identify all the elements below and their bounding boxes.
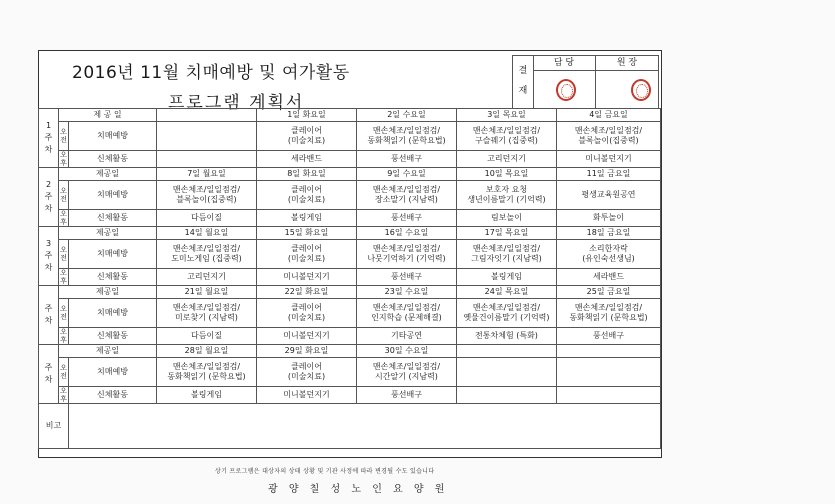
pm-program-label: 신체활동 bbox=[69, 151, 157, 168]
pm-activity-cell: 풍선배구 bbox=[357, 269, 457, 286]
week-label-char: 2 bbox=[45, 180, 52, 189]
week-label bbox=[39, 109, 59, 168]
table-row bbox=[39, 227, 661, 240]
day-header: 2일 수요일 bbox=[357, 109, 457, 122]
afternoon-char: 오 bbox=[60, 151, 67, 159]
am-activity-line: 동화책읽기 (문학요법) bbox=[367, 136, 446, 145]
day-header: 30일 수요일 bbox=[357, 345, 457, 358]
am-activity-line: (미술치료) bbox=[287, 313, 326, 322]
provided-day-label: 제공일 bbox=[59, 345, 157, 358]
am-activity-line: 맨손체조/일일점검/ bbox=[472, 126, 541, 135]
am-activity-line: 맨손체조/일일점검/ bbox=[372, 362, 441, 371]
morning-label bbox=[59, 358, 69, 387]
day-header: 25일 금요일 bbox=[557, 286, 661, 299]
day-header: 10일 목요일 bbox=[457, 168, 557, 181]
am-activity-line: 생년이름말기 (기억력) bbox=[467, 195, 546, 204]
week-label-char: 주 bbox=[44, 304, 53, 313]
am-activity-line: 옛물건이름말기 (기억력) bbox=[463, 313, 550, 322]
am-activity-cell bbox=[157, 122, 257, 151]
week-label-char: 1 bbox=[45, 121, 52, 130]
pm-activity-cell: 화투놀이 bbox=[557, 210, 661, 227]
am-activity-line: 나뭇기억하기 (기억력) bbox=[367, 254, 446, 263]
am-activity-line: 맨손체조/일일점검/ bbox=[172, 303, 241, 312]
am-activity-line: 평생교육원공연 bbox=[581, 190, 636, 199]
pm-activity-cell: 세라밴드 bbox=[557, 269, 661, 286]
pm-activity-cell: 미니볼던지기 bbox=[257, 269, 357, 286]
am-activity-line: 맨손체조/일일점검/ bbox=[172, 244, 241, 253]
am-activity-cell bbox=[257, 358, 357, 387]
seal-stamp-icon bbox=[631, 79, 651, 101]
program-table bbox=[38, 108, 661, 449]
week-label-char: 3 bbox=[45, 239, 52, 248]
morning-char: 오 bbox=[60, 187, 67, 195]
day-header: 3일 목요일 bbox=[457, 109, 557, 122]
table-row bbox=[39, 345, 661, 358]
afternoon-label bbox=[59, 210, 69, 227]
morning-label bbox=[59, 181, 69, 210]
am-activity-line: 맨손체조/일일점검/ bbox=[574, 126, 643, 135]
day-header: 17일 목요일 bbox=[457, 227, 557, 240]
morning-char: 오 bbox=[60, 305, 67, 313]
week-label-char: 주 bbox=[44, 192, 53, 201]
morning-char: 전 bbox=[60, 195, 67, 203]
morning-char: 전 bbox=[60, 372, 67, 380]
am-activity-line: 클레이어 bbox=[291, 303, 322, 312]
am-activity-cell bbox=[357, 181, 457, 210]
pm-activity-cell: 볼링게임 bbox=[457, 269, 557, 286]
am-activity-line: 구슬꿰기 (집중력) bbox=[475, 136, 538, 145]
am-activity-line: (유인숙선생님) bbox=[582, 254, 635, 263]
day-header: 21일 월요일 bbox=[157, 286, 257, 299]
pm-activity-cell: 볼링게임 bbox=[257, 210, 357, 227]
am-activity-line: 맨손체조/일일점검/ bbox=[372, 185, 441, 194]
week-label bbox=[39, 345, 59, 404]
week-label-char: 차 bbox=[44, 263, 53, 272]
table-body bbox=[39, 109, 661, 404]
am-activity-line: 맨손체조/일일점검/ bbox=[472, 303, 541, 312]
table-row bbox=[39, 168, 661, 181]
remarks-row bbox=[39, 404, 661, 449]
morning-char: 전 bbox=[60, 136, 67, 144]
am-activity-cell bbox=[557, 358, 661, 387]
afternoon-char: 후 bbox=[60, 218, 67, 226]
am-activity-cell bbox=[557, 181, 661, 210]
approval-sign-staff bbox=[533, 71, 596, 108]
am-activity-cell bbox=[357, 240, 457, 269]
am-activity-cell bbox=[157, 181, 257, 210]
afternoon-char: 오 bbox=[60, 210, 67, 218]
am-activity-line: 맨손체조/일일점검/ bbox=[472, 244, 541, 253]
am-activity-cell bbox=[157, 358, 257, 387]
day-header: 23일 수요일 bbox=[357, 286, 457, 299]
week-label-char: 차 bbox=[44, 375, 53, 384]
am-activity-cell bbox=[357, 299, 457, 328]
afternoon-char: 오 bbox=[60, 269, 67, 277]
approval-label-kyul: 결 bbox=[518, 66, 528, 76]
am-activity-line: 클레이어 bbox=[291, 244, 322, 253]
am-activity-cell bbox=[557, 122, 661, 151]
am-activity-line: 장소말기 (지남력) bbox=[375, 195, 438, 204]
am-activity-line: 맨손체조/일일점검/ bbox=[574, 303, 643, 312]
afternoon-label bbox=[59, 269, 69, 286]
am-activity-line: 그림자잇기 (지남력) bbox=[471, 254, 542, 263]
day-header: 24일 목요일 bbox=[457, 286, 557, 299]
provided-day-label: 제공일 bbox=[59, 227, 157, 240]
day-header: 4일 금요일 bbox=[557, 109, 661, 122]
week-label bbox=[39, 227, 59, 286]
pm-program-label: 신체활동 bbox=[69, 328, 157, 345]
am-activity-line: 시간알기 (지남력) bbox=[375, 372, 438, 381]
week-label-char: 차 bbox=[44, 204, 53, 213]
afternoon-char: 후 bbox=[60, 395, 67, 403]
pm-activity-cell: 풍선배구 bbox=[357, 151, 457, 168]
am-activity-cell bbox=[457, 299, 557, 328]
pm-program-label: 신체활동 bbox=[69, 210, 157, 227]
morning-label bbox=[59, 299, 69, 328]
am-activity-cell bbox=[157, 240, 257, 269]
organization-name: 광 양 칠 성 노 인 요 양 원 bbox=[268, 484, 449, 495]
seal-stamp-icon bbox=[556, 79, 576, 101]
am-activity-line: 맨손체조/일일점검/ bbox=[172, 362, 241, 371]
am-program-label: 치매예방 bbox=[69, 240, 157, 269]
day-header: 11일 금요일 bbox=[557, 168, 661, 181]
am-activity-cell bbox=[357, 358, 457, 387]
provided-day-label: 제 공 일 bbox=[59, 109, 157, 122]
am-activity-cell bbox=[257, 299, 357, 328]
am-activity-cell bbox=[457, 122, 557, 151]
am-activity-line: 도미노게임 (집중력) bbox=[171, 254, 242, 263]
pm-activity-cell bbox=[557, 387, 661, 404]
pm-program-label: 신체활동 bbox=[69, 269, 157, 286]
pm-activity-cell: 풍선배구 bbox=[357, 387, 457, 404]
am-activity-line: 맨손체조/일일점검/ bbox=[372, 126, 441, 135]
am-activity-line: (미술치료) bbox=[287, 372, 326, 381]
remarks-label: 비고 bbox=[39, 404, 69, 449]
am-activity-cell bbox=[557, 299, 661, 328]
day-header: 16일 수요일 bbox=[357, 227, 457, 240]
day-header: 15일 화요일 bbox=[257, 227, 357, 240]
week-label-char: 차 bbox=[44, 145, 53, 154]
pm-activity-cell: 풍선배구 bbox=[557, 328, 661, 345]
am-activity-cell bbox=[457, 181, 557, 210]
am-activity-cell bbox=[357, 122, 457, 151]
am-activity-line: (미술치료) bbox=[287, 195, 326, 204]
week-label bbox=[39, 168, 59, 227]
am-activity-cell bbox=[457, 240, 557, 269]
week-label-char: 주 bbox=[44, 251, 53, 260]
morning-char: 오 bbox=[60, 364, 67, 372]
am-activity-line: 맨손체조/일일점검/ bbox=[172, 185, 241, 194]
pm-activity-cell: 고리던지기 bbox=[157, 269, 257, 286]
provided-day-label: 제공일 bbox=[59, 168, 157, 181]
pm-activity-cell: 다듬이질 bbox=[157, 210, 257, 227]
week-label-char: 차 bbox=[44, 316, 53, 325]
day-header: 18일 금요일 bbox=[557, 227, 661, 240]
day-header: 9일 수요일 bbox=[357, 168, 457, 181]
day-header bbox=[457, 345, 557, 358]
am-activity-cell bbox=[157, 299, 257, 328]
am-activity-line: 블록놀이(집중력) bbox=[578, 136, 639, 145]
afternoon-label bbox=[59, 387, 69, 404]
afternoon-label bbox=[59, 151, 69, 168]
week-label bbox=[39, 286, 59, 345]
am-program-label: 치매예방 bbox=[69, 122, 157, 151]
pm-activity-cell: 기타공연 bbox=[357, 328, 457, 345]
am-activity-line: 동화책읽기 (문학요법) bbox=[167, 372, 246, 381]
afternoon-char: 후 bbox=[60, 277, 67, 285]
title-line-2: 프로그램 계획서 bbox=[168, 93, 305, 113]
afternoon-char: 오 bbox=[60, 387, 67, 395]
afternoon-char: 후 bbox=[60, 159, 67, 167]
am-activity-line: 클레이어 bbox=[291, 126, 322, 135]
pm-activity-cell: 풍선배구 bbox=[357, 210, 457, 227]
afternoon-label bbox=[59, 328, 69, 345]
am-activity-line: 동화책읽기 (문학요법) bbox=[569, 313, 648, 322]
week-label-char: 주 bbox=[44, 363, 53, 372]
morning-label bbox=[59, 240, 69, 269]
approval-box bbox=[512, 55, 659, 109]
morning-label bbox=[59, 122, 69, 151]
morning-char: 전 bbox=[60, 254, 67, 262]
day-header bbox=[157, 109, 257, 122]
morning-char: 오 bbox=[60, 246, 67, 254]
pm-activity-cell: 고리던지기 bbox=[457, 151, 557, 168]
am-activity-line: 블록놀이(집중력) bbox=[176, 195, 237, 204]
remarks-cell bbox=[69, 404, 661, 449]
approval-col-staff: 담 당 bbox=[533, 56, 596, 71]
am-activity-cell bbox=[457, 358, 557, 387]
day-header: 29일 화요일 bbox=[257, 345, 357, 358]
afternoon-char: 후 bbox=[60, 336, 67, 344]
am-activity-cell bbox=[257, 240, 357, 269]
approval-label bbox=[513, 56, 534, 108]
pm-activity-cell: 림보놀이 bbox=[457, 210, 557, 227]
day-header: 14일 월요일 bbox=[157, 227, 257, 240]
am-activity-line: 인지학습 (문제해결) bbox=[371, 313, 442, 322]
afternoon-char: 오 bbox=[60, 328, 67, 336]
am-activity-line: 보호자 요청 bbox=[485, 185, 528, 194]
am-program-label: 치매예방 bbox=[69, 299, 157, 328]
am-program-label: 치매예방 bbox=[69, 358, 157, 387]
am-activity-cell bbox=[257, 122, 357, 151]
approval-col-director: 원 장 bbox=[596, 56, 658, 71]
table-row bbox=[39, 109, 661, 122]
pm-activity-cell: 미니볼던지기 bbox=[257, 387, 357, 404]
am-activity-line: (미술치료) bbox=[287, 254, 326, 263]
day-header: 8일 화요일 bbox=[257, 168, 357, 181]
title-line-1: 2016년 11월 치매예방 및 여가활동 bbox=[72, 63, 350, 83]
am-activity-line: 미로찾기 (지남력) bbox=[175, 313, 238, 322]
am-activity-line: 클레이어 bbox=[291, 185, 322, 194]
pm-activity-cell bbox=[457, 387, 557, 404]
approval-label-jae: 재 bbox=[518, 86, 528, 96]
am-activity-line: 소리한자락 bbox=[589, 244, 628, 253]
day-header: 22일 화요일 bbox=[257, 286, 357, 299]
pm-activity-cell: 세라밴드 bbox=[257, 151, 357, 168]
morning-char: 오 bbox=[60, 128, 67, 136]
am-activity-line: 맨손체조/일일점검/ bbox=[372, 303, 441, 312]
pm-activity-cell: 미니볼던지기 bbox=[257, 328, 357, 345]
pm-activity-cell: 미니볼던지기 bbox=[557, 151, 661, 168]
provided-day-label: 제공일 bbox=[59, 286, 157, 299]
pm-activity-cell: 전통차체험 (특화) bbox=[457, 328, 557, 345]
pm-activity-cell: 볼링게임 bbox=[157, 387, 257, 404]
am-activity-line: 맨손체조/일일점검/ bbox=[372, 244, 441, 253]
am-activity-cell bbox=[257, 181, 357, 210]
am-activity-cell bbox=[557, 240, 661, 269]
table-row bbox=[39, 286, 661, 299]
am-program-label: 치매예방 bbox=[69, 181, 157, 210]
pm-program-label: 신체활동 bbox=[69, 387, 157, 404]
am-activity-line: (미술치료) bbox=[287, 136, 326, 145]
day-header bbox=[557, 345, 661, 358]
footnote: 상기 프로그램은 대상자의 상태 상황 및 기관 사정에 따라 변경될 수도 있습니다 bbox=[215, 468, 435, 475]
day-header: 1일 화요일 bbox=[257, 109, 357, 122]
am-activity-line: 클레이어 bbox=[291, 362, 322, 371]
morning-char: 전 bbox=[60, 313, 67, 321]
day-header: 7일 월요일 bbox=[157, 168, 257, 181]
week-label-char: 주 bbox=[44, 133, 53, 142]
day-header: 28일 월요일 bbox=[157, 345, 257, 358]
pm-activity-cell: 다듬이질 bbox=[157, 328, 257, 345]
pm-activity-cell bbox=[157, 151, 257, 168]
